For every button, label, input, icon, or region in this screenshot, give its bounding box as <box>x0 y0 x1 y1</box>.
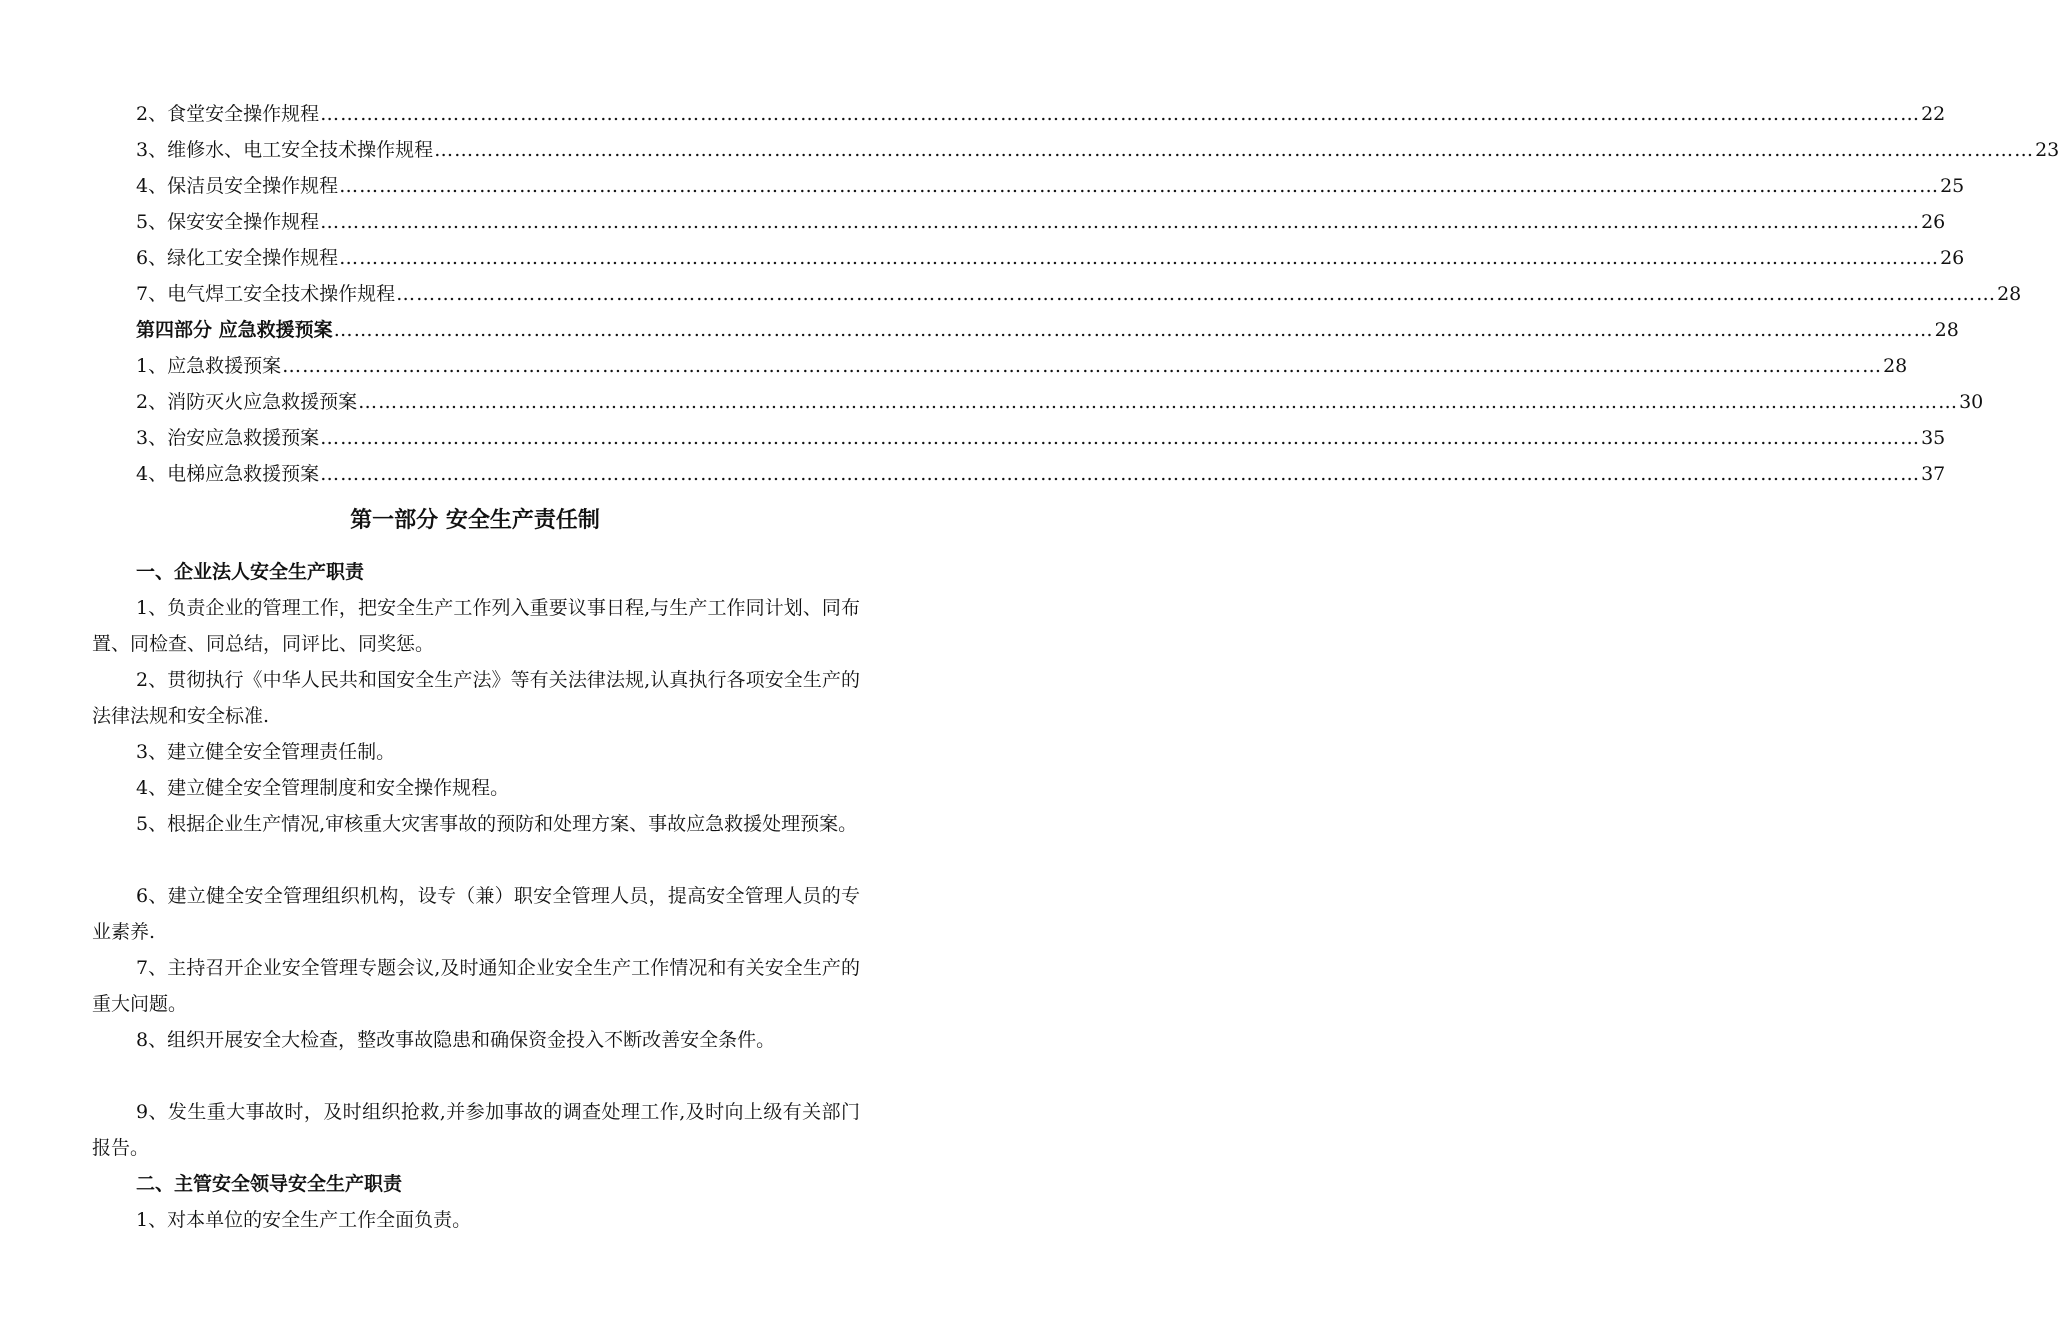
toc-entry[interactable] <box>136 384 1984 420</box>
toc-entry-label: 3、治安应急救援预案 <box>136 427 320 449</box>
toc-entry-page: 37 <box>1921 463 1946 485</box>
paragraph: 6、建立健全安全管理组织机构，设专（兼）职安全管理人员，提高安全管理人员的专业素养. <box>92 885 860 943</box>
toc-leader-dots: …………………………………………………………………………………………………………………………………………………………………………………………………………………… <box>333 319 1934 341</box>
toc-entry[interactable] <box>136 96 1946 132</box>
toc-entry-page: 22 <box>1921 103 1946 125</box>
toc-leader-dots: …………………………………………………………………………………………………………………………………………………………………………………………………………………… <box>339 175 1940 197</box>
toc-leader-dots: …………………………………………………………………………………………………………………………………………………………………………………………………………………… <box>339 247 1940 269</box>
paragraph: 7、主持召开企业安全管理专题会议,及时通知企业安全生产工作情况和有关安全生产的重大问题。 <box>92 957 860 1015</box>
table-of-contents <box>136 96 2059 492</box>
toc-entry-label: 6、绿化工安全操作规程 <box>136 247 339 269</box>
subsection-heading: 一、企业法人安全生产职责 <box>136 561 365 583</box>
toc-entry-label: 4、电梯应急救援预案 <box>136 463 320 485</box>
toc-entry-page: 28 <box>1997 283 2022 305</box>
toc-leader-dots: …………………………………………………………………………………………………………………………………………………………………………………………………………………… <box>396 283 1997 305</box>
toc-entry[interactable] <box>136 132 2059 168</box>
paragraph: 1、对本单位的安全生产工作全面负责。 <box>136 1209 472 1231</box>
paragraph: 3、建立健全安全管理责任制。 <box>136 741 396 763</box>
toc-entry-page: 26 <box>1921 211 1946 233</box>
body-text <box>92 554 860 1238</box>
toc-entry-label: 7、电气焊工安全技术操作规程 <box>136 283 396 305</box>
toc-leader-dots: …………………………………………………………………………………………………………………………………………………………………………………………………………………… <box>320 427 1921 449</box>
toc-leader-dots: …………………………………………………………………………………………………………………………………………………………………………………………………………………… <box>434 139 2035 161</box>
toc-part-entry[interactable] <box>136 312 1959 348</box>
paragraph: 1、负责企业的管理工作，把安全生产工作列入重要议事日程,与生产工作同计划、同布置、同检查、同总结，同评比、同奖惩。 <box>92 597 860 655</box>
toc-leader-dots: …………………………………………………………………………………………………………………………………………………………………………………………………………………… <box>320 103 1921 125</box>
toc-entry[interactable] <box>136 204 1946 240</box>
toc-entry[interactable] <box>136 456 1946 492</box>
toc-leader-dots: …………………………………………………………………………………………………………………………………………………………………………………………………………………… <box>282 355 1883 377</box>
toc-leader-dots: …………………………………………………………………………………………………………………………………………………………………………………………………………………… <box>320 463 1921 485</box>
toc-entry[interactable] <box>136 168 1965 204</box>
subsection-heading: 二、主管安全领导安全生产职责 <box>136 1173 403 1195</box>
paragraph: 4、建立健全安全管理制度和安全操作规程。 <box>136 777 510 799</box>
paragraph: 8、组织开展安全大检查，整改事故隐患和确保资金投入不断改善安全条件。 <box>136 1029 776 1051</box>
toc-entry-label: 3、维修水、电工安全技术操作规程 <box>136 139 434 161</box>
toc-entry-label: 5、保安安全操作规程 <box>136 211 320 233</box>
toc-entry[interactable] <box>136 420 1946 456</box>
toc-entry[interactable] <box>136 348 1908 384</box>
paragraph: 5、根据企业生产情况,审核重大灾害事故的预防和处理方案、事故应急救援处理预案。 <box>136 813 858 835</box>
toc-entry-label: 1、应急救援预案 <box>136 355 282 377</box>
toc-entry-page: 35 <box>1921 427 1946 449</box>
section-title: 第一部分 安全生产责任制 <box>350 508 600 533</box>
paragraph: 9、发生重大事故时，及时组织抢救,并参加事故的调查处理工作,及时向上级有关部门报告。 <box>92 1101 860 1159</box>
paragraph: 2、贯彻执行《中华人民共和国安全生产法》等有关法律法规,认真执行各项安全生产的法律法规和安全标准. <box>92 669 860 727</box>
toc-entry-label: 2、食堂安全操作规程 <box>136 103 320 125</box>
toc-entry-page: 28 <box>1934 319 1959 341</box>
toc-entry-label: 4、保洁员安全操作规程 <box>136 175 339 197</box>
toc-leader-dots: …………………………………………………………………………………………………………………………………………………………………………………………………………………… <box>320 211 1921 233</box>
toc-entry-page: 26 <box>1940 247 1965 269</box>
toc-entry-page: 30 <box>1959 391 1984 413</box>
toc-entry-page: 25 <box>1940 175 1965 197</box>
toc-entry[interactable] <box>136 240 1965 276</box>
toc-entry-page: 23 <box>2035 139 2059 161</box>
toc-entry-label: 第四部分 应急救援预案 <box>136 319 333 341</box>
toc-leader-dots: …………………………………………………………………………………………………………………………………………………………………………………………………………………… <box>358 391 1959 413</box>
toc-entry-page: 28 <box>1883 355 1908 377</box>
toc-entry[interactable] <box>136 276 2022 312</box>
toc-entry-label: 2、消防灭火应急救援预案 <box>136 391 358 413</box>
